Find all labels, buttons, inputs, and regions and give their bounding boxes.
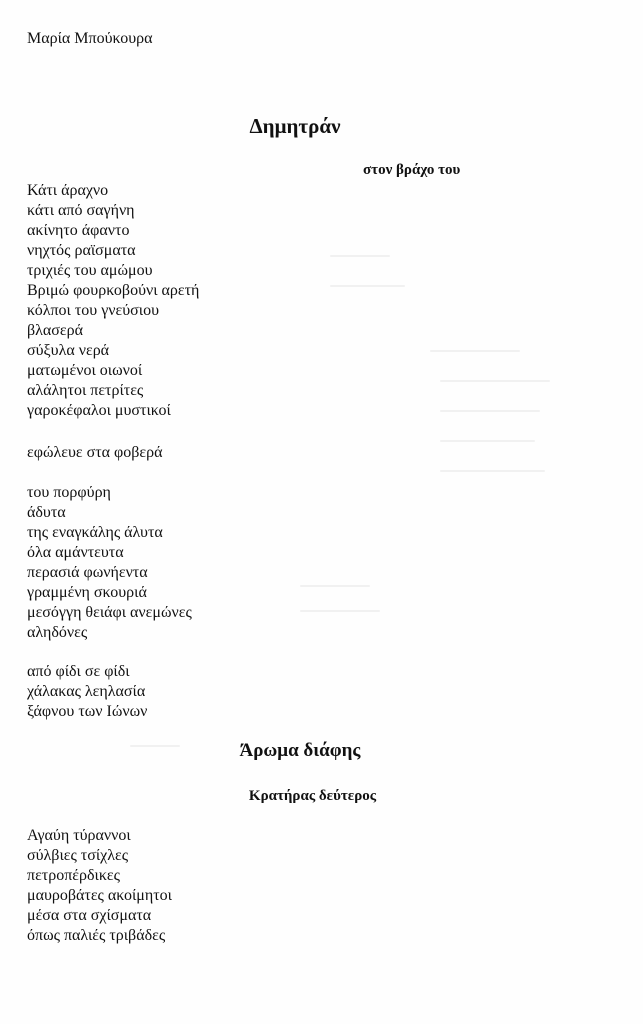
verse-line: από φίδι σε φίδι (27, 663, 130, 680)
verse-line: περασιά φωνήεντα (27, 564, 148, 581)
verse-line: της εναγκάλης άλυτα (27, 524, 163, 541)
show-through-mark (330, 255, 390, 257)
show-through-mark (300, 610, 380, 612)
verse-line: ακίνητο άφαντο (27, 222, 130, 239)
stanza-2 (27, 443, 163, 463)
verse-line: μεσόγγη θειάφι ανεμώνες (27, 604, 192, 621)
running-header-author: Μαρία Μπούκουρα (27, 30, 153, 47)
verse-line: αληδόνες (27, 624, 88, 641)
verse-line: Κάτι άραχνο (27, 182, 109, 199)
poem-dedication: στον βράχο του (363, 162, 461, 178)
stanza-3 (27, 483, 192, 643)
verse-line: όπως παλιές τριβάδες (27, 927, 166, 944)
poem-title: Δημητράν (249, 114, 341, 138)
verse-line: μέσα στα σχίσματα (27, 907, 152, 924)
verse-line: ματωμένοι οιωνοί (27, 362, 143, 379)
show-through-mark (440, 380, 550, 382)
verse-line: πετροπέρδικες (27, 867, 120, 884)
poem-title: Άρωμα διάφης (239, 740, 361, 761)
verse-line: γαροκέφαλοι μυστικοί (27, 402, 171, 419)
verse-line: Αγαύη τύραννοι (27, 827, 131, 844)
show-through-mark (330, 285, 405, 287)
verse-line: μαυροβάτες ακοίμητοι (27, 887, 172, 904)
verse-line: σύξυλα νερά (27, 342, 110, 359)
show-through-mark (300, 585, 370, 587)
verse-line: βλασερά (27, 322, 83, 339)
verse-line: χάλακας λεηλασία (27, 683, 146, 700)
verse-line: γραμμένη σκουριά (27, 584, 147, 601)
verse-line: άδυτα (27, 504, 66, 521)
verse-line: αλάλητοι πετρίτες (27, 382, 144, 399)
verse-line: κάτι από σαγήνη (27, 202, 135, 219)
show-through-mark (440, 470, 545, 472)
stanza-5 (27, 826, 172, 946)
verse-line: κόλποι του γνεύσιου (27, 302, 159, 319)
verse-line: όλα αμάντευτα (27, 544, 124, 561)
verse-line: εφώλευε στα φοβερά (27, 444, 163, 461)
verse-line: ξάφνου των Ιώνων (27, 703, 148, 720)
show-through-mark (440, 440, 535, 442)
verse-line: του πορφύρη (27, 484, 111, 501)
verse-line: τριχιές του αμώμου (27, 262, 153, 279)
show-through-mark (440, 410, 540, 412)
poem-subtitle: Κρατήρας δεύτερος (248, 788, 377, 804)
verse-line: Βριμώ φουρκοβούνι αρετή (27, 282, 200, 299)
show-through-mark (430, 350, 520, 352)
verse-line: σύλβιες τσίχλες (27, 847, 129, 864)
stanza-1 (27, 181, 199, 421)
stanza-4 (27, 662, 147, 722)
verse-line: νηχτός ραϊσματα (27, 242, 136, 259)
